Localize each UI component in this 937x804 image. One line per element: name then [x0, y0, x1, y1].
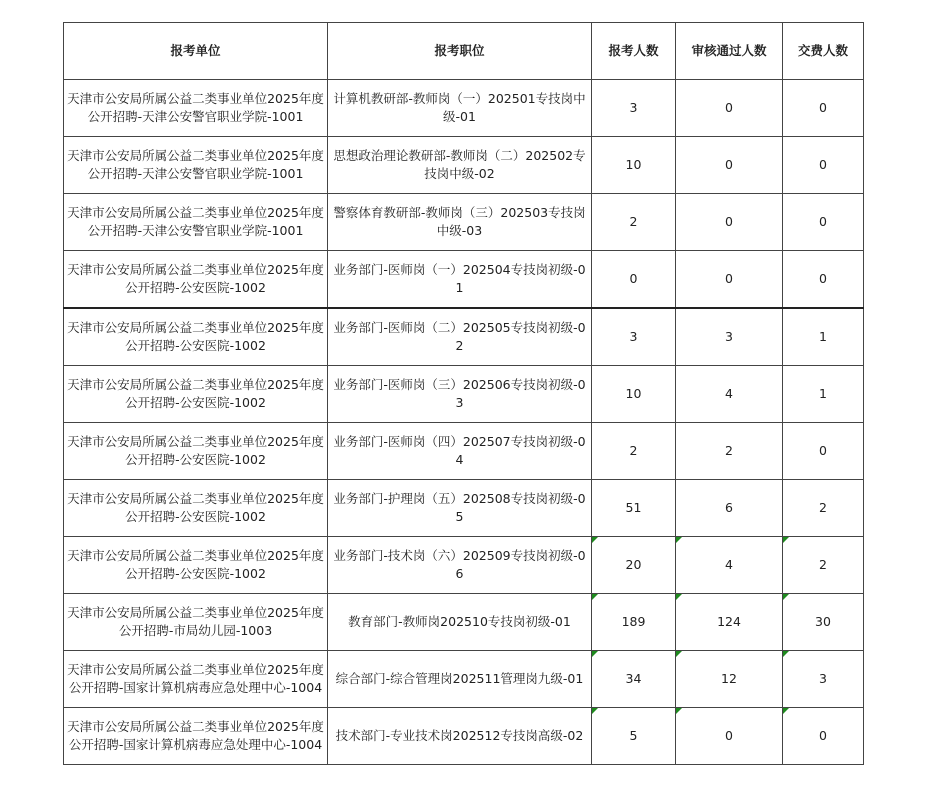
- table-row: [64, 80, 864, 137]
- cell-unit[interactable]: 天津市公安局所属公益二类事业单位2025年度公开招聘-国家计算机病毒应急处理中心-1004: [64, 651, 328, 708]
- cell-approved[interactable]: 6: [676, 480, 783, 537]
- cell-position[interactable]: 思想政治理论教研部-教师岗（二）202502专技岗中级-02: [328, 137, 592, 194]
- cell-paid[interactable]: 1: [783, 308, 864, 366]
- comment-flag-icon: [783, 594, 789, 600]
- table-row: [64, 594, 864, 651]
- table-row: [64, 537, 864, 594]
- table-row: [64, 194, 864, 251]
- cell-unit[interactable]: 天津市公安局所属公益二类事业单位2025年度公开招聘-公安医院-1002: [64, 537, 328, 594]
- comment-flag-icon: [783, 708, 789, 714]
- header-unit[interactable]: 报考单位: [64, 23, 328, 80]
- cell-applicants[interactable]: [592, 708, 676, 765]
- cell-approved[interactable]: [676, 651, 783, 708]
- table-row: [64, 708, 864, 765]
- cell-unit[interactable]: 天津市公安局所属公益二类事业单位2025年度公开招聘-天津公安警官职业学院-1001: [64, 80, 328, 137]
- comment-flag-icon: [592, 708, 598, 714]
- comment-flag-icon: [592, 651, 598, 657]
- cell-position[interactable]: 业务部门-医师岗（四）202507专技岗初级-04: [328, 423, 592, 480]
- cell-unit[interactable]: 天津市公安局所属公益二类事业单位2025年度公开招聘-天津公安警官职业学院-1001: [64, 137, 328, 194]
- comment-flag-icon: [676, 651, 682, 657]
- table-row: [64, 251, 864, 309]
- cell-unit[interactable]: 天津市公安局所属公益二类事业单位2025年度公开招聘-公安医院-1002: [64, 366, 328, 423]
- cell-paid[interactable]: [783, 708, 864, 765]
- cell-position[interactable]: 综合部门-综合管理岗202511管理岗九级-01: [328, 651, 592, 708]
- cell-position[interactable]: 技术部门-专业技术岗202512专技岗高级-02: [328, 708, 592, 765]
- cell-paid[interactable]: [783, 594, 864, 651]
- cell-paid[interactable]: 2: [783, 480, 864, 537]
- cell-applicants[interactable]: 51: [592, 480, 676, 537]
- header-applicants[interactable]: 报考人数: [592, 23, 676, 80]
- cell-paid[interactable]: 0: [783, 251, 864, 309]
- cell-applicants[interactable]: 3: [592, 308, 676, 366]
- cell-approved-value: 124: [717, 614, 741, 629]
- cell-paid[interactable]: 0: [783, 423, 864, 480]
- cell-approved[interactable]: 2: [676, 423, 783, 480]
- cell-approved[interactable]: [676, 594, 783, 651]
- cell-unit[interactable]: 天津市公安局所属公益二类事业单位2025年度公开招聘-公安医院-1002: [64, 308, 328, 366]
- cell-paid[interactable]: 0: [783, 137, 864, 194]
- cell-approved[interactable]: [676, 537, 783, 594]
- header-approved[interactable]: 审核通过人数: [676, 23, 783, 80]
- cell-applicants[interactable]: 0: [592, 251, 676, 309]
- comment-flag-icon: [676, 594, 682, 600]
- header-row: [64, 23, 864, 80]
- cell-unit[interactable]: 天津市公安局所属公益二类事业单位2025年度公开招聘-天津公安警官职业学院-1001: [64, 194, 328, 251]
- cell-position[interactable]: 业务部门-护理岗（五）202508专技岗初级-05: [328, 480, 592, 537]
- cell-approved[interactable]: 3: [676, 308, 783, 366]
- cell-approved[interactable]: 4: [676, 366, 783, 423]
- cell-paid-value: 0: [819, 728, 827, 743]
- cell-unit[interactable]: 天津市公安局所属公益二类事业单位2025年度公开招聘-市局幼儿园-1003: [64, 594, 328, 651]
- cell-position[interactable]: 业务部门-技术岗（六）202509专技岗初级-06: [328, 537, 592, 594]
- comment-flag-icon: [592, 537, 598, 543]
- cell-applicants[interactable]: [592, 537, 676, 594]
- table-row: [64, 480, 864, 537]
- cell-paid[interactable]: 1: [783, 366, 864, 423]
- cell-paid[interactable]: [783, 537, 864, 594]
- cell-applicants-value: 5: [629, 728, 638, 743]
- cell-applicants[interactable]: [592, 651, 676, 708]
- cell-approved-value: 4: [725, 557, 733, 572]
- cell-position[interactable]: 计算机教研部-教师岗（一）202501专技岗中级-01: [328, 80, 592, 137]
- cell-applicants[interactable]: 3: [592, 80, 676, 137]
- comment-flag-icon: [783, 651, 789, 657]
- cell-applicants[interactable]: 2: [592, 423, 676, 480]
- cell-approved-value: 12: [721, 671, 737, 686]
- cell-unit[interactable]: 天津市公安局所属公益二类事业单位2025年度公开招聘-国家计算机病毒应急处理中心-1004: [64, 708, 328, 765]
- cell-paid-value: 3: [819, 671, 827, 686]
- cell-unit[interactable]: 天津市公安局所属公益二类事业单位2025年度公开招聘-公安医院-1002: [64, 423, 328, 480]
- cell-applicants[interactable]: 10: [592, 137, 676, 194]
- cell-paid[interactable]: 0: [783, 80, 864, 137]
- cell-position[interactable]: 业务部门-医师岗（三）202506专技岗初级-03: [328, 366, 592, 423]
- cell-unit[interactable]: 天津市公安局所属公益二类事业单位2025年度公开招聘-公安医院-1002: [64, 251, 328, 309]
- cell-position[interactable]: 警察体育教研部-教师岗（三）202503专技岗中级-03: [328, 194, 592, 251]
- cell-applicants[interactable]: 10: [592, 366, 676, 423]
- cell-applicants[interactable]: 2: [592, 194, 676, 251]
- cell-paid[interactable]: [783, 651, 864, 708]
- cell-applicants-value: 34: [625, 671, 642, 686]
- cell-approved-value: 0: [725, 728, 733, 743]
- cell-paid[interactable]: 0: [783, 194, 864, 251]
- table-row: [64, 137, 864, 194]
- cell-applicants-value: 20: [625, 557, 642, 572]
- table-row: [64, 651, 864, 708]
- cell-position[interactable]: 教育部门-教师岗202510专技岗初级-01: [328, 594, 592, 651]
- table-row: [64, 423, 864, 480]
- cell-approved[interactable]: 0: [676, 194, 783, 251]
- table-row: [64, 308, 864, 366]
- cell-approved[interactable]: 0: [676, 80, 783, 137]
- registration-table: [63, 22, 864, 765]
- cell-approved[interactable]: [676, 708, 783, 765]
- comment-flag-icon: [783, 537, 789, 543]
- cell-applicants-value: 189: [621, 614, 646, 629]
- cell-paid-value: 2: [819, 557, 827, 572]
- comment-flag-icon: [676, 537, 682, 543]
- cell-paid-value: 30: [815, 614, 831, 629]
- comment-flag-icon: [592, 594, 598, 600]
- cell-applicants[interactable]: [592, 594, 676, 651]
- header-position[interactable]: 报考职位: [328, 23, 592, 80]
- cell-position[interactable]: 业务部门-医师岗（一）202504专技岗初级-01: [328, 251, 592, 309]
- cell-unit[interactable]: 天津市公安局所属公益二类事业单位2025年度公开招聘-公安医院-1002: [64, 480, 328, 537]
- cell-position[interactable]: 业务部门-医师岗（二）202505专技岗初级-02: [328, 308, 592, 366]
- comment-flag-icon: [676, 708, 682, 714]
- cell-approved[interactable]: 0: [676, 137, 783, 194]
- header-paid[interactable]: 交费人数: [783, 23, 864, 80]
- cell-approved[interactable]: 0: [676, 251, 783, 309]
- table-row: [64, 366, 864, 423]
